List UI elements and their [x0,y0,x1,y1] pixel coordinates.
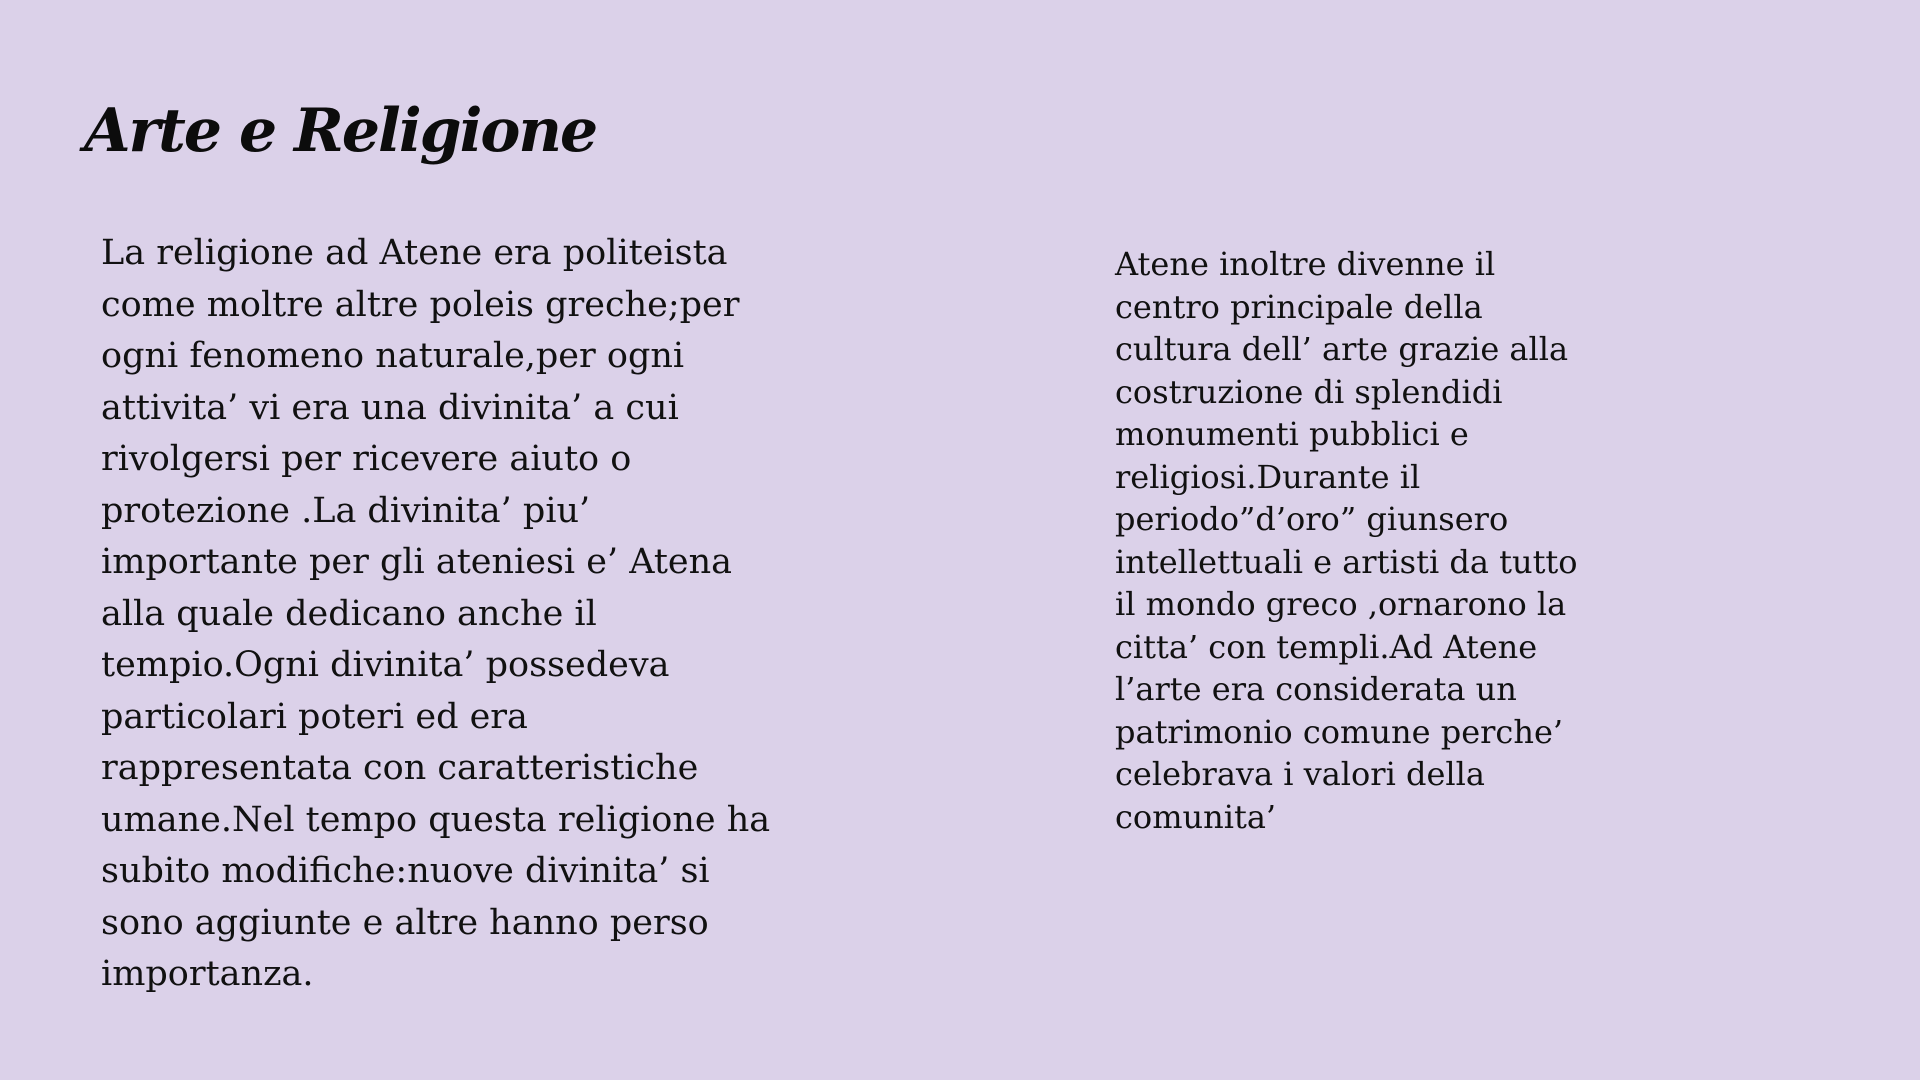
text-line: sono aggiunte e altre hanno perso [101,902,709,943]
text-line: patrimonio comune perche’ [1115,712,1564,751]
text-line: religiosi.Durante il [1115,457,1421,496]
text-line: come moltre altre poleis greche;per [101,284,740,325]
text-line: periodo”d’oro” giunsero [1115,500,1509,538]
text-line: umane.Nel tempo questa religione ha [101,799,771,840]
text-line: rappresentata con caratteristiche [101,748,699,788]
religion-paragraph [101,228,770,1001]
art-paragraph [1115,243,1578,838]
text-line: comunita’ [1115,797,1277,836]
text-line: intellettuali e artisti da tutto [1115,542,1578,581]
text-line: protezione .La divinita’ piu’ [101,490,591,531]
slide-title: Arte e Religione [84,96,597,166]
text-line: cultura dell’ arte grazie alla [1115,330,1569,368]
text-line: rivolgersi per ricevere aiuto o [101,439,632,479]
text-line: celebrava i valori della [1115,755,1485,793]
text-line: costruzione di splendidi [1115,372,1503,411]
text-line: subito modifiche:nuove divinita’ si [101,851,710,891]
text-line: ogni fenomeno naturale,per ogni [101,336,685,376]
text-line: centro principale della [1115,287,1483,326]
text-line: alla quale dedicano anche il [101,593,597,634]
text-line: il mondo greco ,ornarono la [1115,585,1567,623]
text-line: importanza. [101,954,314,994]
text-line: l’arte era considerata un [1115,670,1517,708]
text-line: La religione ad Atene era politeista [101,233,728,273]
text-line: Atene inoltre divenne il [1115,245,1496,283]
text-line: monumenti pubblici e [1115,415,1469,453]
text-line: tempio.Ogni divinita’ possedeva [101,645,670,685]
text-line: citta’ con templi.Ad Atene [1115,627,1538,666]
text-line: attivita’ vi era una divinita’ a cui [101,387,679,428]
text-line: particolari poteri ed era [101,696,528,737]
text-line: importante per gli ateniesi e’ Atena [101,542,733,582]
